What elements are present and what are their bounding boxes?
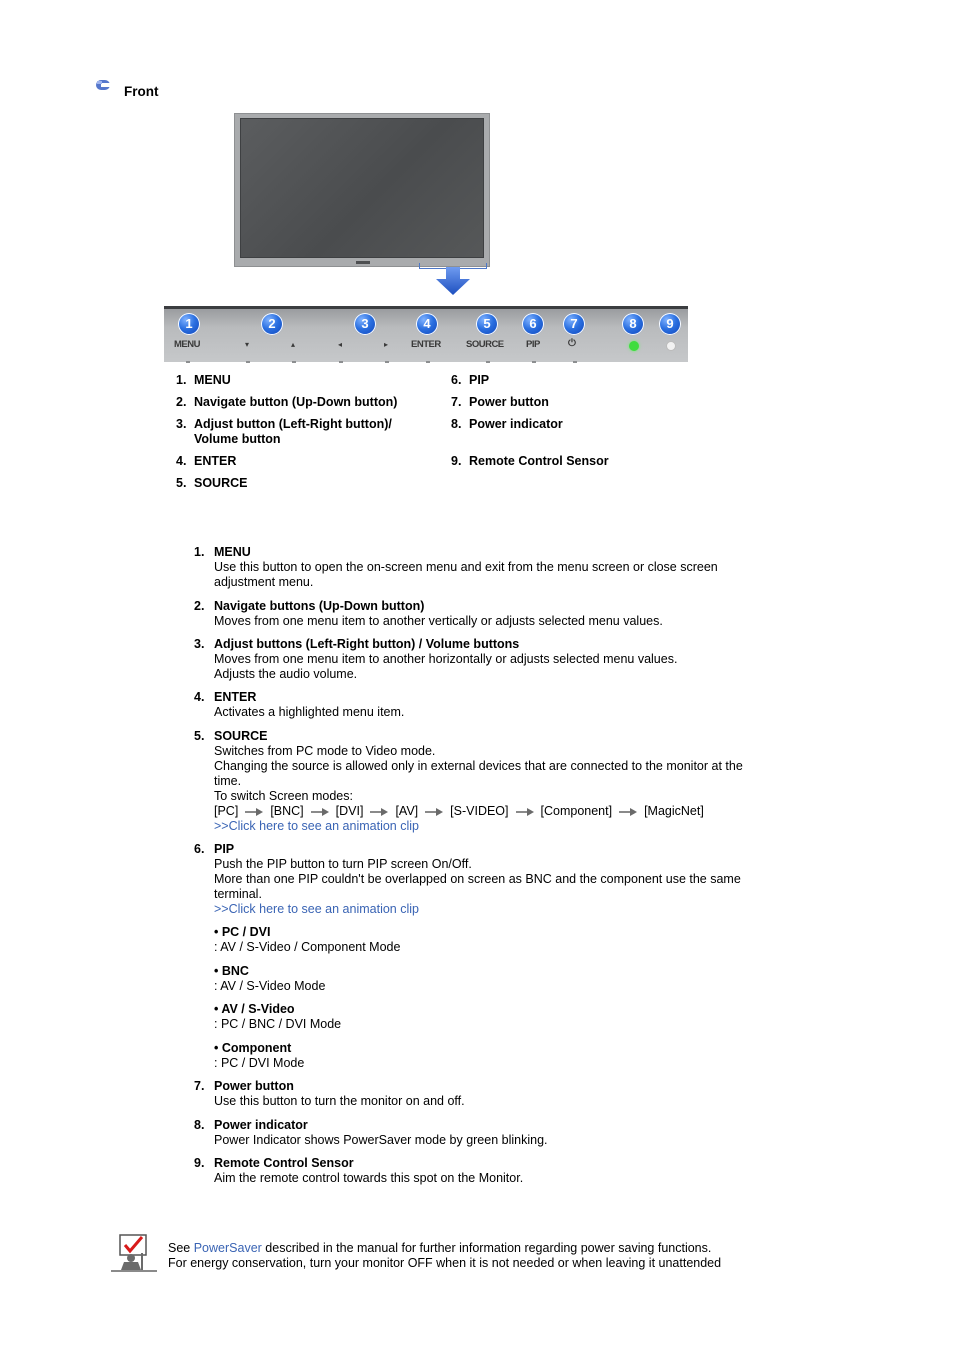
control-panel-strip bbox=[164, 306, 688, 362]
pip-mode-text: : PC / BNC / DVI Mode bbox=[214, 1017, 342, 1031]
overview-text: Navigate button (Up-Down button) bbox=[194, 395, 398, 409]
detail-title: Remote Control Sensor bbox=[214, 1156, 354, 1170]
badge-2: 2 bbox=[261, 313, 283, 335]
detail-title: MENU bbox=[214, 545, 251, 559]
detail-text: Use this button to open the on-screen menu and exit from the menu screen or close screen adjustment menu. bbox=[214, 560, 718, 589]
pip-mode-title: • PC / DVI bbox=[214, 925, 271, 939]
overview-number: 4. bbox=[176, 454, 187, 468]
section-bullet-icon bbox=[96, 78, 112, 92]
arrow-right-icon bbox=[245, 808, 263, 816]
detail-text: Changing the source is allowed only in external devices that are connected to the monitor at the time. bbox=[214, 759, 743, 788]
detail-text: More than one PIP couldn't be overlapped on screen as BNC and the component use the same terminal. bbox=[214, 872, 741, 901]
panel-label-menu: MENU bbox=[174, 339, 200, 350]
overview-text: ENTER bbox=[194, 454, 237, 468]
badge-9: 9 bbox=[659, 313, 681, 335]
arrow-right-icon bbox=[370, 808, 388, 816]
badge-7: 7 bbox=[563, 313, 585, 335]
mode-bnc: [BNC] bbox=[270, 804, 304, 818]
detail-title: ENTER bbox=[214, 690, 257, 704]
overview-text: MENU bbox=[194, 373, 231, 387]
detail-number: 6. bbox=[194, 842, 205, 856]
arrow-up-small-icon: ▴ bbox=[291, 340, 295, 349]
panel-label-source: SOURCE bbox=[466, 339, 504, 350]
detail-text: To switch Screen modes: bbox=[214, 789, 353, 803]
arrow-down-small-icon: ▾ bbox=[245, 340, 249, 349]
note-line-1 bbox=[168, 1241, 788, 1256]
detail-title: Navigate buttons (Up-Down button) bbox=[214, 599, 425, 613]
overview-number: 1. bbox=[176, 373, 187, 387]
overview-text: PIP bbox=[469, 373, 490, 387]
arrow-right-icon bbox=[311, 808, 329, 816]
badge-5: 5 bbox=[476, 313, 498, 335]
source-animation-link[interactable]: >>Click here to see an animation clip bbox=[214, 819, 419, 833]
badge-1: 1 bbox=[178, 313, 200, 335]
powersaver-link[interactable]: PowerSaver bbox=[193, 1241, 262, 1255]
arrow-left-small-icon: ◂ bbox=[338, 340, 342, 349]
pip-mode-text: : AV / S-Video / Component Mode bbox=[214, 940, 401, 954]
arrow-right-icon bbox=[516, 808, 534, 816]
overview-text: SOURCE bbox=[194, 476, 248, 490]
detail-text: Switches from PC mode to Video mode. bbox=[214, 744, 436, 758]
detail-text: Power Indicator shows PowerSaver mode by green blinking. bbox=[214, 1133, 548, 1147]
overview-number: 2. bbox=[176, 395, 187, 409]
badge-4: 4 bbox=[416, 313, 438, 335]
panel-label-pip: PIP bbox=[526, 339, 540, 350]
detail-number: 4. bbox=[194, 690, 205, 704]
pip-mode-pc-dvi bbox=[214, 925, 734, 955]
detail-text: Moves from one menu item to another horizontally or adjusts selected menu values. bbox=[214, 652, 678, 666]
overview-number: 8. bbox=[451, 417, 462, 431]
detail-number: 1. bbox=[194, 545, 205, 559]
detail-text: Activates a highlighted menu item. bbox=[214, 705, 405, 719]
monitor-front-image bbox=[234, 113, 490, 267]
detail-title: Power indicator bbox=[214, 1118, 308, 1132]
pip-mode-title: • BNC bbox=[214, 964, 249, 978]
section-title: Front bbox=[124, 84, 159, 99]
monitor-logo bbox=[356, 261, 370, 264]
detail-number: 5. bbox=[194, 729, 205, 743]
overview-text: Remote Control Sensor bbox=[469, 454, 609, 468]
overview-text: Power button bbox=[469, 395, 549, 409]
overview-number: 5. bbox=[176, 476, 187, 490]
detail-text: Push the PIP button to turn PIP screen On/Off. bbox=[214, 857, 472, 871]
arrow-right-icon bbox=[619, 808, 637, 816]
arrow-down-icon bbox=[436, 267, 470, 295]
mode-component: [Component] bbox=[540, 804, 613, 818]
arrow-right-small-icon: ▸ bbox=[384, 340, 388, 349]
overview-text: Power indicator bbox=[469, 417, 563, 431]
pip-mode-title: • AV / S-Video bbox=[214, 1002, 295, 1016]
remote-sensor-spot bbox=[666, 341, 676, 351]
note-line-2: For energy conservation, turn your monitor OFF when it is not needed or when leaving it unattended bbox=[168, 1256, 722, 1270]
detail-title: SOURCE bbox=[214, 729, 268, 743]
mode-magicnet: [MagicNet] bbox=[644, 804, 704, 818]
note-prefix: See bbox=[168, 1241, 194, 1255]
detail-number: 9. bbox=[194, 1156, 205, 1170]
pip-mode-text: : AV / S-Video Mode bbox=[214, 979, 326, 993]
detail-text: Moves from one menu item to another vertically or adjusts selected menu values. bbox=[214, 614, 663, 628]
screen-mode-chain bbox=[214, 804, 754, 819]
panel-label-enter: ENTER bbox=[411, 339, 441, 350]
badge-8: 8 bbox=[622, 313, 644, 335]
pip-mode-text: : PC / DVI Mode bbox=[214, 1056, 305, 1070]
detail-number: 2. bbox=[194, 599, 205, 613]
overview-number: 3. bbox=[176, 417, 187, 431]
detail-text: Adjusts the audio volume. bbox=[214, 667, 358, 681]
detail-title: Adjust buttons (Left-Right button) / Volume buttons bbox=[214, 637, 520, 651]
detail-text: Use this button to turn the monitor on and off. bbox=[214, 1094, 465, 1108]
power-indicator-led bbox=[629, 341, 639, 351]
pip-mode-title: • Component bbox=[214, 1041, 292, 1055]
mode-dvi: [DVI] bbox=[335, 804, 364, 818]
overview-number: 9. bbox=[451, 454, 462, 468]
note-text bbox=[168, 1241, 788, 1271]
mode-pc: [PC] bbox=[214, 804, 239, 818]
pip-mode-bnc bbox=[214, 964, 734, 994]
detail-title: PIP bbox=[214, 842, 235, 856]
pip-mode-component bbox=[214, 1041, 734, 1071]
monitor-screen bbox=[240, 118, 484, 258]
note-suffix: described in the manual for further information regarding power saving functions. bbox=[261, 1241, 712, 1255]
mode-av: [AV] bbox=[395, 804, 419, 818]
overview-text: Adjust button (Left-Right button)/ Volume button bbox=[194, 417, 392, 446]
pip-mode-av-svideo bbox=[214, 1002, 734, 1032]
detail-number: 8. bbox=[194, 1118, 205, 1132]
overview-number: 6. bbox=[451, 373, 462, 387]
note-checkmark-icon bbox=[111, 1233, 157, 1273]
pip-animation-link[interactable]: >>Click here to see an animation clip bbox=[214, 902, 419, 916]
detail-number: 3. bbox=[194, 637, 205, 651]
arrow-right-icon bbox=[425, 808, 443, 816]
detail-text: Aim the remote control towards this spot on the Monitor. bbox=[214, 1171, 524, 1185]
power-symbol-icon: ⏻ bbox=[568, 338, 576, 349]
mode-svideo: [S-VIDEO] bbox=[450, 804, 509, 818]
overview-number: 7. bbox=[451, 395, 462, 409]
badge-3: 3 bbox=[354, 313, 376, 335]
badge-6: 6 bbox=[522, 313, 544, 335]
detail-number: 7. bbox=[194, 1079, 205, 1093]
detail-title: Power button bbox=[214, 1079, 294, 1093]
